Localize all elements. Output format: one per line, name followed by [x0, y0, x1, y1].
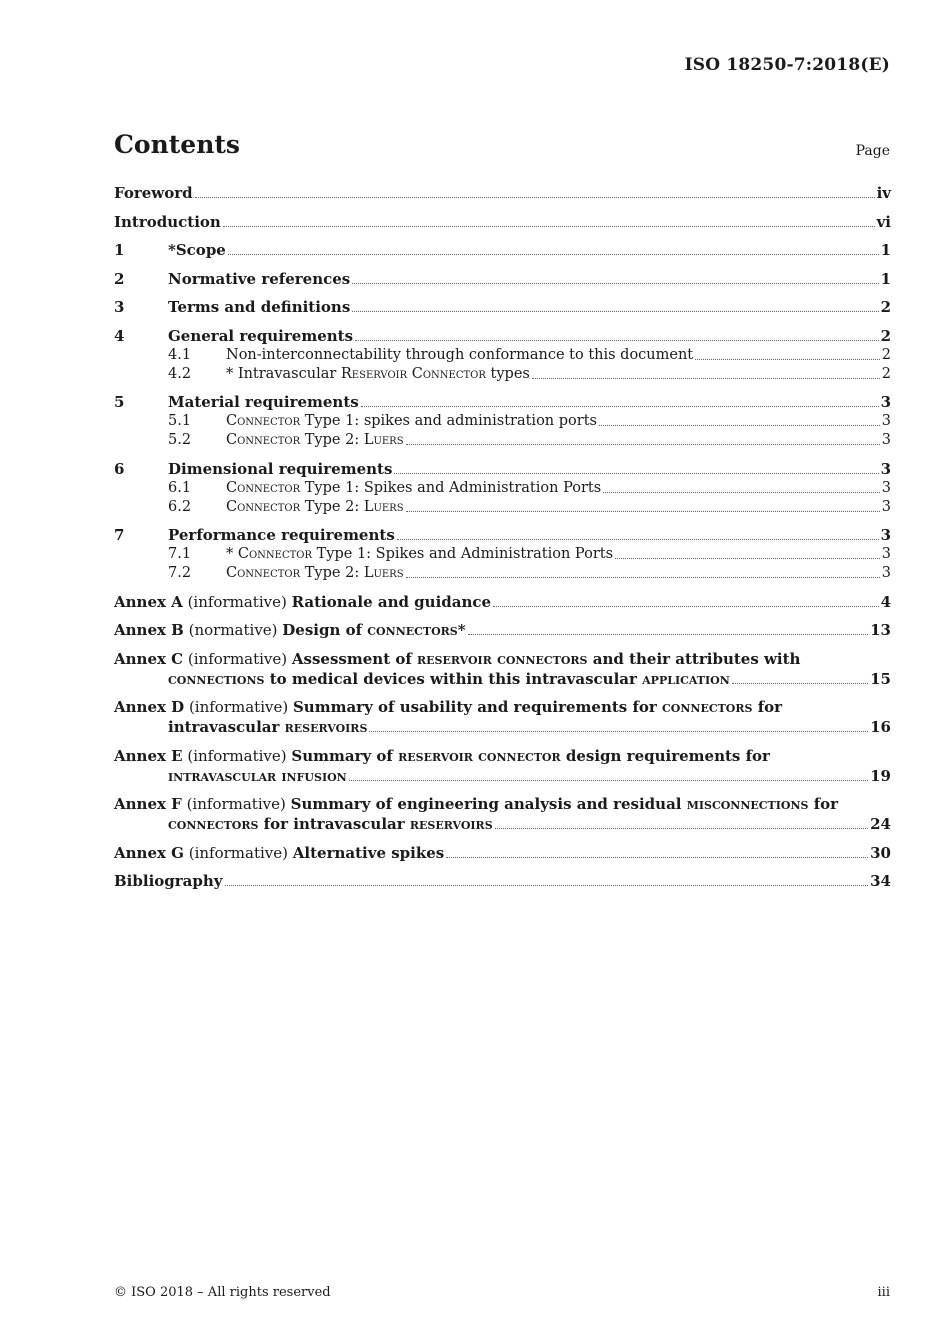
dot-leader [695, 359, 880, 360]
toc-entry-clause-5[interactable]: 5 Material requirements 3 [114, 393, 891, 411]
dot-leader [615, 558, 880, 559]
toc-entry-annex-g[interactable]: Annex G (informative) Alternative spikes 30 [114, 843, 891, 862]
toc-entry-annex-d[interactable]: Annex D (informative) Summary of usability and requirements for connectors for intravascular reservoirs 16 [114, 698, 891, 736]
toc-entry-subclause-5-2[interactable]: 5.2 Connector Type 2: Luers 3 [168, 432, 891, 448]
toc-entry-foreword[interactable]: Foreword iv [114, 184, 891, 202]
toc-entry-subclause-6-2[interactable]: 6.2 Connector Type 2: Luers 3 [168, 498, 891, 515]
dot-leader [603, 492, 880, 493]
contents-title: Contents [114, 130, 241, 159]
footer-copyright: © ISO 2018 – All rights reserved [114, 1285, 331, 1300]
toc-entry-clause-4[interactable]: 4 General requirements 2 [114, 326, 891, 345]
toc-entry-clause-3[interactable]: 3 Terms and definitions 2 [114, 298, 891, 316]
toc-entry-annex-e[interactable]: Annex E (informative) Summary of reservoir connector design requirements for intravascular infusion 19 [114, 746, 891, 785]
dot-leader [406, 444, 880, 445]
toc-entry-clause-6[interactable]: 6 Dimensional requirements 3 [114, 459, 891, 478]
toc-entry-clause-7[interactable]: 7 Performance requirements 3 [114, 526, 891, 544]
dot-leader [352, 311, 878, 312]
dot-leader [223, 226, 875, 227]
toc-entry-annex-f[interactable]: Annex F (informative) Summary of engineering analysis and residual misconnections for connectors for intravascular reservoirs 24 [114, 795, 891, 833]
dot-leader [532, 378, 880, 379]
document-id: ISO 18250-7:2018(E) [684, 55, 890, 75]
dot-leader [355, 340, 879, 341]
footer-page-number: iii [877, 1285, 890, 1300]
dot-leader [394, 473, 878, 474]
toc-entry-annex-b[interactable]: Annex B (normative) Design of connectors* 13 [114, 621, 891, 639]
toc-entry-annex-c[interactable]: Annex C (informative) Assessment of reservoir connectors and their attributes with connections to medical devices within this intravascular application 15 [114, 649, 891, 688]
dot-leader [495, 828, 868, 829]
dot-leader [352, 283, 878, 284]
toc-entry-subclause-4-1[interactable]: 4.1 Non-interconnectability through conformance to this document 2 [168, 346, 891, 363]
dot-leader [361, 406, 879, 407]
dot-leader [446, 857, 868, 858]
table-of-contents [114, 183, 891, 891]
dot-leader [406, 511, 880, 512]
dot-leader [228, 254, 879, 255]
dot-leader [493, 606, 879, 607]
dot-leader [349, 780, 868, 781]
toc-entry-annex-a[interactable]: Annex A (informative) Rationale and guidance 4 [114, 592, 891, 611]
toc-entry-bibliography[interactable]: Bibliography 34 [114, 872, 891, 890]
toc-entry-subclause-7-2[interactable]: 7.2 Connector Type 2: Luers 3 [168, 565, 891, 581]
dot-leader [397, 539, 879, 540]
toc-entry-clause-1[interactable]: 1 *Scope 1 [114, 241, 891, 259]
toc-entry-introduction[interactable]: Introduction vi [114, 212, 891, 231]
toc-entry-subclause-6-1[interactable]: 6.1 Connector Type 1: Spikes and Administration Ports 3 [168, 479, 891, 496]
toc-entry-subclause-5-1[interactable]: 5.1 Connector Type 1: spikes and administration ports 3 [168, 413, 891, 429]
dot-leader [195, 197, 875, 198]
dot-leader [599, 425, 880, 426]
page-column-label: Page [855, 143, 890, 159]
toc-entry-clause-2[interactable]: 2 Normative references 1 [114, 269, 891, 288]
dot-leader [468, 634, 869, 635]
dot-leader [369, 731, 868, 732]
dot-leader [732, 683, 868, 684]
toc-entry-subclause-7-1[interactable]: 7.1 * Connector Type 1: Spikes and Administration Ports 3 [168, 546, 891, 562]
toc-entry-subclause-4-2[interactable]: 4.2 * Intravascular Reservoir Connector types 2 [168, 365, 891, 382]
dot-leader [225, 885, 869, 886]
dot-leader [406, 577, 880, 578]
